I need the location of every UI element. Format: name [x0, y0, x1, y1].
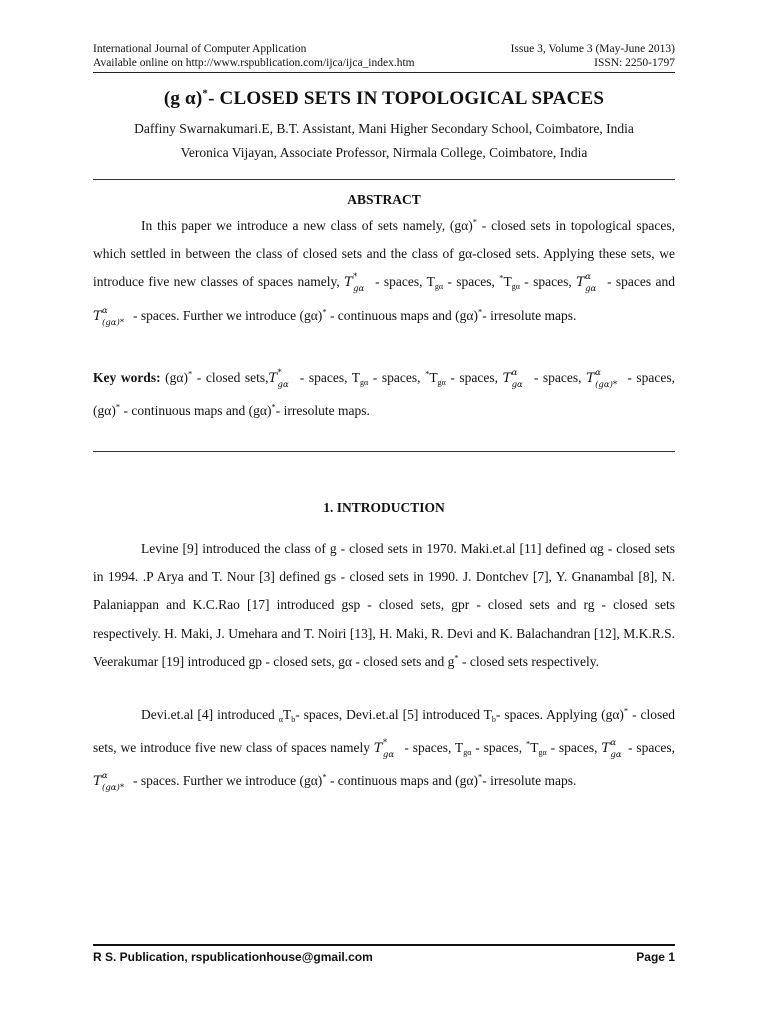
availability-link[interactable]: Available online on http://www.rspublication.com/ijca/ijca_index.htm — [93, 57, 415, 69]
issue-info: Issue 3, Volume 3 (May-June 2013) — [510, 43, 675, 55]
title-star: * — [202, 87, 209, 100]
introduction-paragraph-2: Devi.et.al [4] introduced $_\alpha T_b-$ spaces, Devi.et.al [5] introduced $T_b-$ spaces. Applying (gα)* - closed sets, we introduce five new class of spaces namely T * gα - spaces, $T_{g\alpha}$ - spaces, $^*T_{g\alpha}$ - spaces, T α gα - spaces, T α (gα)* - spaces. Further we introduce (gα)* - continuous maps and (gα)*- irresolute maps. — [93, 705, 675, 794]
intro-math-T-gastar-alpha: T α (gα)* — [93, 771, 125, 794]
divider-top — [93, 179, 675, 180]
kw-math-T-ga-star: T * gα — [268, 368, 289, 390]
issn: ISSN: 2250-1797 — [594, 57, 675, 69]
math-T-gastar-alpha: T α (gα)* — [93, 305, 125, 328]
introduction-heading: 1. INTRODUCTION — [323, 500, 445, 515]
math-T-ga-star: T * gα — [344, 272, 365, 295]
introduction-paragraph-1: Levine [9] introduced the class of g - closed sets in 1970. Maki.et.al [11] defined αg - closed sets in 1994. .P Arya and T. Nour [3] defined gs - closed sets in 1990. J. Dontchev [7], Y. Gnanambal [8], N. Palaniappan and K.C.Rao [17] introduced gsp - closed sets, gpr - closed sets and rg - closed sets respectively. H. Maki, J. Umehara and T. Noiri [13], H. Maki, R. Devi and K. Balachandran [12], M.K.R.S. Veerakumar [19] introduced gp - closed sets, gα - closed sets and g* - closed sets respectively. — [93, 541, 675, 669]
math-T-ga-alpha: T α gα — [576, 272, 597, 295]
author-line-2: Veronica Vijayan, Associate Professor, Nirmala College, Coimbatore, India — [180, 145, 588, 160]
divider-bottom — [93, 451, 675, 452]
intro-math-T-ga-alpha: T α gα — [601, 738, 622, 761]
author-line-1: Daffiny Swarnakumari.E, B.T. Assistant, Mani Higher Secondary School, Coimbatore, India — [134, 121, 634, 136]
footer-page-number: Page 1 — [636, 950, 675, 964]
footer-publisher: R S. Publication, rspublicationhouse@gmail.com — [93, 950, 373, 964]
kw-math-T-ga-alpha: T α gα — [502, 368, 523, 390]
footer-divider — [93, 944, 675, 946]
intro-math-T-ga-star: T * gα — [373, 738, 395, 761]
keywords: Key words: (gα)* - closed sets,T * gα - spaces, $T_{g\alpha}$ - spaces, $^*T_{g\alpha}$ - spaces, T α gα - spaces, T α (gα)* - spaces, (gα)* - continuous maps and (gα)*- irresolute maps. — [93, 368, 676, 419]
title-rest: - CLOSED SETS IN TOPOLOGICAL SPACES — [208, 88, 605, 109]
header-divider — [93, 72, 675, 73]
title-prefix: (g α) — [163, 88, 203, 109]
kw-math-T-gastar-alpha: T α (gα)* — [586, 368, 618, 390]
abstract-text: In this paper we introduce a new class of sets namely, (gα)* - closed sets in topological spaces, which settled in between the class of closed sets and the class of gα-closed sets. Applying these sets, we introduce five new classes of spaces namely, T * gα - spaces, $T_{g\alpha}$ - spaces, $^*T_{g\alpha}$ - spaces, T α gα - spaces and T α (gα)* - spaces. Further we introduce (gα)* - continuous maps and (gα)*- irresolute maps. — [93, 216, 675, 328]
abstract-heading: ABSTRACT — [347, 192, 421, 207]
paper-title — [0, 86, 768, 112]
journal-name: International Journal of Computer Application — [93, 43, 307, 55]
keywords-label: Key words: — [93, 370, 161, 385]
